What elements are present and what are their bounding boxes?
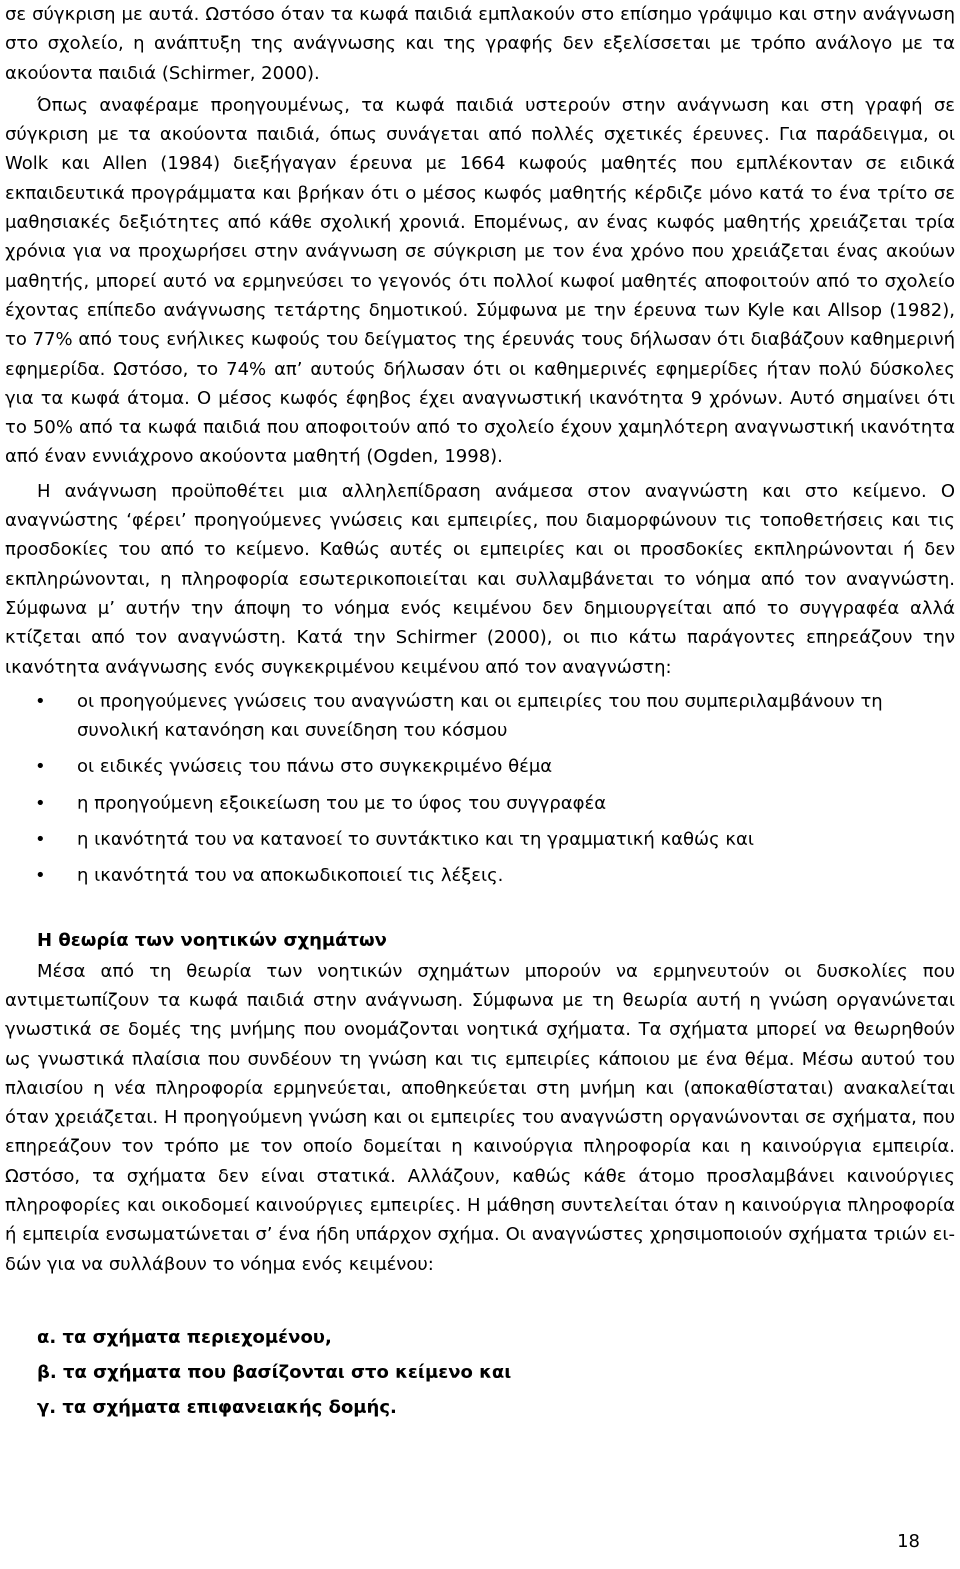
- paragraph-research: Όπως αναφέραμε προηγουμένως, τα κωφά παιδιά υστερούν στην ανάγνωση και στη γραφή σε σύγκριση με τα ακούοντα παιδιά, όπως συνάγεται από πολλές σχετικές έρευνες. Για παράδειγμα, οι Wolk και Allen (1984) διεξήγαγαν έρευνα με 1664 κωφούς μαθητές που εμπλέκονταν σε ειδικά εκπαιδευτικά προγράμματα και βρήκαν ότι ο μέσος κωφός μαθητής κέρδιζε μόνο κατά το ένα τρίτο σε μαθησιακές δεξιότητες από κάθε σχολική χρονιά. Επομένως, αν ένας κωφός μαθητής χρειάζεται τρία χρόνια για να προχωρήσει στην ανάγνωση σε σύγκριση με τον ένα χρόνο που χρειάζεται ένας ακούων μαθητής, μπορεί αυτό να ερμηνεύσει το γεγονός ότι πολλοί κωφοί μαθητές αποφοιτούν από το σχολείο έχοντας επίπεδο ανάγνωσης τετάρτης δημοτικού. Σύμφωνα με την έρευνα των Kyle και Allsop (1982), το 77% από τους ενήλικες κωφούς του δείγματος της έρευνάς τους δήλωσαν ότι διαβάζουν καθημερινή εφημερίδα. Ωστόσο, το 74% απ’ αυτούς δήλωσαν ότι οι καθημερινές εφημερίδες ήταν πολύ δύσκολες για τα κωφά άτομα. Ο μέσος κωφός έφηβος έχει αναγνωστική ικανότητα 9 χρόνων. Αυτό σημαίνει ότι το 50% από τα κωφά παιδιά που αποφοιτούν από το σχολείο έχουν χαμηλότερη αναγνωστική ικανότητα από έναν εννιάχρονο ακούοντα μαθητή (Ogden, 1998).: [5, 94, 955, 468]
- page-number: 18: [897, 1531, 920, 1552]
- list-item: [5, 861, 955, 890]
- list-item-text: η προηγούμενη εξοικείωση του με το ύφος του συγγραφέα: [77, 792, 607, 814]
- list-item-text: οι ειδικές γνώσεις του πάνω στο συγκεκριμένο θέμα: [77, 756, 553, 778]
- list-item: [5, 687, 955, 746]
- bullet-icon: •: [35, 865, 46, 887]
- list-item: [5, 789, 955, 818]
- list-item-text: οι προηγούμενες γνώσεις του αναγνώστη και οι εμπειρίες του που συμπεριλαμβάνουν τη συνολική κατανόηση και συνείδηση του κόσμου: [77, 690, 883, 742]
- list-item: [5, 825, 955, 854]
- bullet-icon: •: [35, 829, 46, 851]
- list-item-text: η ικανότητά του να αποκωδικοποιεί τις λέξεις.: [77, 865, 504, 887]
- paragraph-intro: σε σύγκριση με αυτά. Ωστόσο όταν τα κωφά παιδιά εμπλακούν στο επίσημο γράψιμο και στην ανάγνωση στο σχολείο, η ανάπτυξη της ανάγνωσης και της γραφής δεν εξελίσσεται με τρόπο ανάλογο με τα ακούοντα παιδιά (Schirmer, 2000).: [5, 4, 955, 84]
- factor-list: [5, 687, 955, 891]
- section-heading: Η θεωρία των νοητικών σχημάτων: [37, 929, 387, 951]
- schema-list-item: γ. τα σχήματα επιφανειακής δομής.: [37, 1396, 397, 1418]
- list-item-text: η ικανότητά του να κατανοεί το συντάκτικο και τη γραμματική καθώς και: [77, 829, 754, 851]
- bullet-icon: •: [35, 756, 46, 778]
- document-page: [5, 0, 955, 1428]
- bullet-icon: •: [35, 690, 46, 712]
- list-item: [5, 752, 955, 781]
- schema-type-list: [37, 1323, 955, 1422]
- schema-list-item: α. τα σχήματα περιεχομένου,: [37, 1326, 332, 1348]
- schema-list-item: β. τα σχήματα που βασίζονται στο κείμενο και: [37, 1361, 512, 1383]
- paragraph-schema-theory: Μέσα από τη θεωρία των νοητικών σχημάτων μπορούν να ερμηνευτούν οι δυσκολίες που αντιμετωπίζουν τα κωφά παιδιά στην ανάγνωση. Σύμφωνα με τη θεωρία αυτή η γνώση οργανώνεται γνωστικά σε δομές της μνήμης που ονομάζονται νοητικά σχήματα. Τα σχήματα μπορεί να θεωρηθούν ως γνωστικά πλαίσια που συνδέουν τη γνώση και τις εμπειρίες κάποιου με ένα θέμα. Μέσω αυτού του πλαισίου η νέα πληροφορία ερμηνεύεται, αποθηκεύεται στη μνήμη και (αποκαθίσταται) ανακαλείται όταν χρειάζεται. Η προηγούμενη γνώση και οι εμπειρίες του αναγνώστη οργανώνονται σε σχήματα, που επηρεάζουν τον τρόπο με τον οποίο δομείται η καινούργια πληροφορία και η καινούργια εμπειρία. Ωστόσο, τα σχήματα δεν είναι στατικά. Αλλάζουν, καθώς κάθε άτομο προσλαμβάνει καινούργιες πληροφορίες και οικοδομεί καινούργιες εμπειρίες. Η μάθηση συντελείται όταν η καινούργια πληροφορία ή εμπειρία ενσωματώνεται σ’ ένα ήδη υπάρχον σχήμα. Οι αναγνώστες χρησιμοποιούν σχήματα τριών ειδών για να συλλάβουν το νόημα ενός κειμένου:: [5, 960, 955, 1275]
- bullet-icon: •: [35, 792, 46, 814]
- paragraph-reading-interaction: Η ανάγνωση προϋποθέτει μια αλληλεπίδραση ανάμεσα στον αναγνώστη και στο κείμενο. Ο αναγνώστης ‘φέρει’ προηγούμενες γνώσεις και εμπειρίες, που διαμορφώνουν τις τοποθετήσεις και τις προσδοκίες του από το κείμενο. Καθώς αυτές οι εμπειρίες και οι προσδοκίες εκπληρώνονται ή δεν εκπληρώνονται, η πληροφορία εσωτερικοποιείται και συλλαμβάνεται το νόημα από τον αναγνώστη. Σύμφωνα μ’ αυτήν την άποψη το νόημα ενός κειμένου δεν δημιουργείται από το συγγραφέα αλλά κτίζεται από τον αναγνώστη. Κατά την Schirmer (2000), οι πιο κάτω παράγοντες επηρεάζουν την ικανότητα ανάγνωσης ενός συγκεκριμένου κειμένου από τον αναγνώστη:: [5, 480, 955, 678]
